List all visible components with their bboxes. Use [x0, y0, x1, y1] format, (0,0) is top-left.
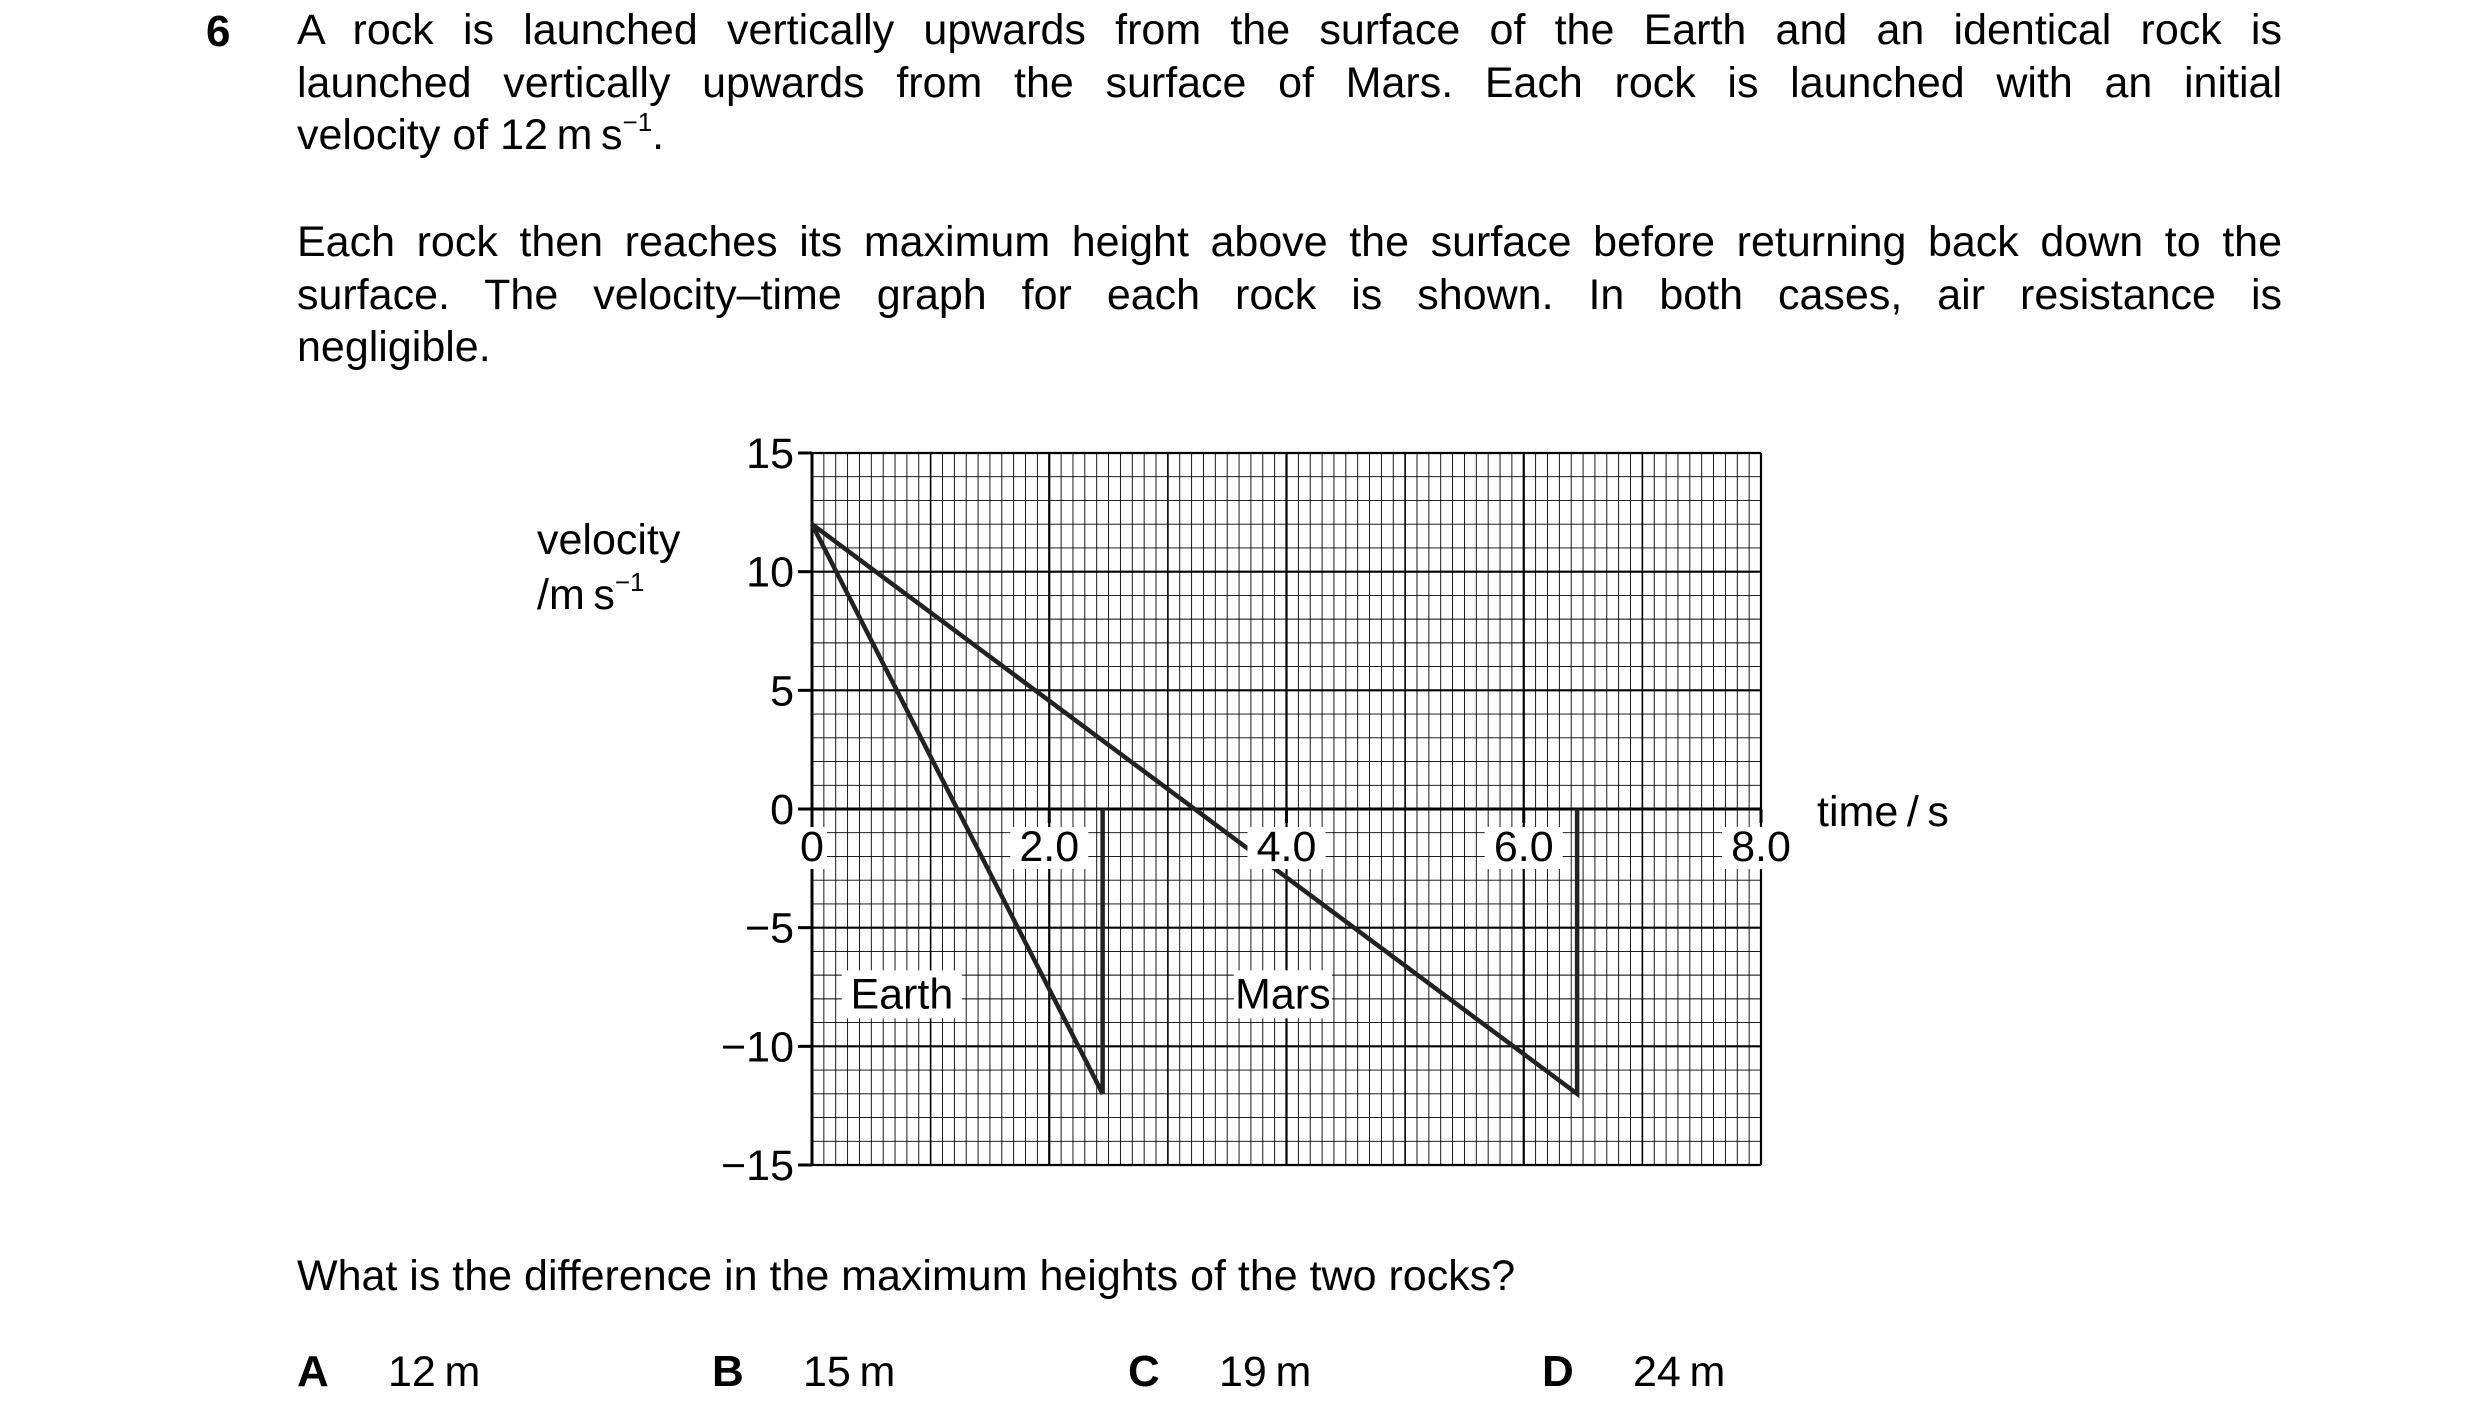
- y-axis-unit-exponent: −1: [614, 567, 645, 597]
- option-a-letter: A: [297, 1347, 329, 1396]
- y-tick-label: −5: [744, 904, 794, 953]
- series-label-earth: Earth: [850, 970, 954, 1019]
- y-tick-label: 5: [770, 667, 794, 716]
- y-axis-label-line2: [537, 567, 645, 619]
- option-b-value: 15 m: [803, 1348, 896, 1396]
- series-label-mars: Mars: [1235, 970, 1331, 1019]
- unit-exponent: −1: [622, 107, 653, 137]
- y-tick-label: −10: [721, 1023, 794, 1072]
- x-tick-label: 2.0: [1019, 823, 1080, 871]
- y-tick-label: 10: [746, 548, 794, 597]
- stem-line: launched vertically upwards from the surface of Mars. Each rock is launched with an initial: [297, 58, 2282, 107]
- stem-period: .: [652, 111, 665, 159]
- stem-velocity-text: velocity of 12 m s: [297, 111, 623, 159]
- y-axis-unit: /m s: [537, 571, 615, 619]
- x-tick-label: 0: [800, 823, 824, 871]
- y-tick-label: 15: [746, 430, 794, 478]
- question-prompt: What is the difference in the maximum heights of the two rocks?: [297, 1252, 1516, 1300]
- option-c-value: 19 m: [1219, 1348, 1312, 1396]
- x-tick-label: 4.0: [1256, 823, 1317, 871]
- option-c-letter: C: [1128, 1347, 1160, 1396]
- stem-line: Each rock then reaches its maximum height above the surface before returning back down to the: [297, 218, 2282, 266]
- x-tick-label: 6.0: [1493, 823, 1554, 871]
- x-tick-label: 8.0: [1731, 823, 1791, 871]
- option-a-value: 12 m: [388, 1348, 481, 1396]
- option-d-value: 24 m: [1633, 1348, 1726, 1396]
- y-tick-label: 0: [770, 786, 794, 834]
- stem-line: negligible.: [297, 323, 491, 371]
- question-number: 6: [206, 7, 231, 56]
- option-b-letter: B: [712, 1347, 744, 1396]
- option-d-letter: D: [1542, 1347, 1574, 1396]
- y-tick-label: −15: [721, 1142, 794, 1190]
- x-axis-label: time / s: [1817, 788, 1949, 836]
- y-axis-label-line1: velocity: [537, 516, 681, 564]
- stem-line: surface. The velocity–time graph for each rock is shown. In both cases, air resistance is: [297, 270, 2282, 319]
- stem-line: A rock is launched vertically upwards from the surface of the Earth and an identical rock is: [297, 6, 2282, 54]
